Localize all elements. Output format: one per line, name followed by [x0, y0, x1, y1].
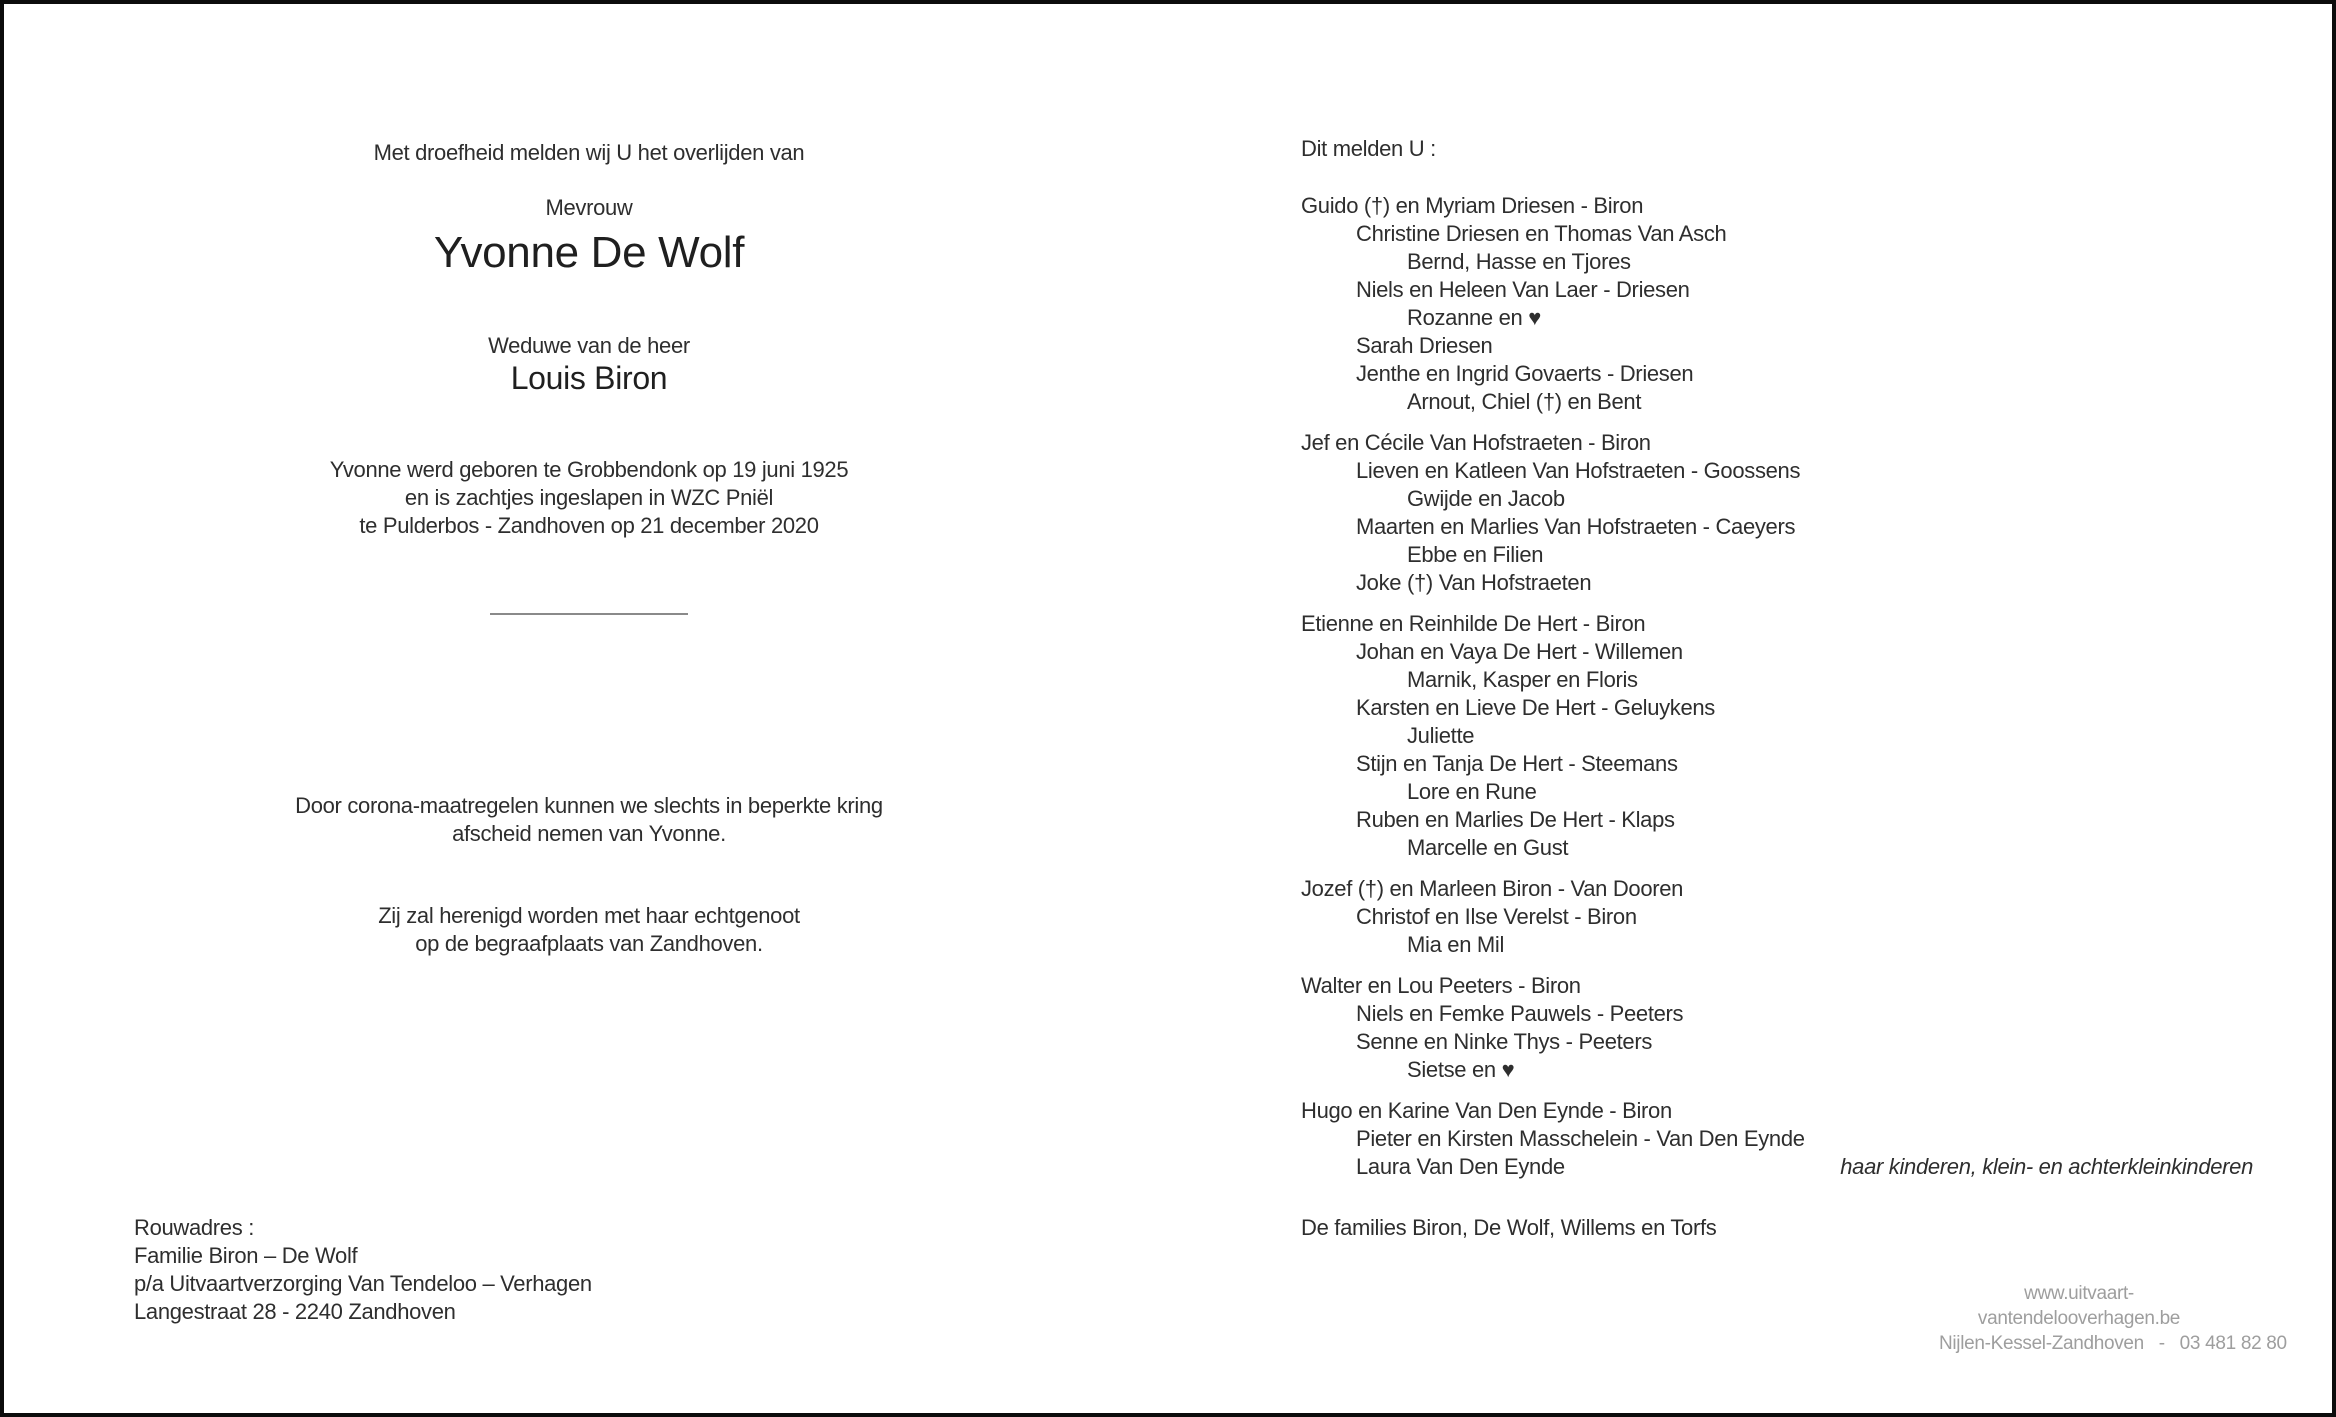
family-member-line	[1301, 485, 2291, 513]
family-member-text: Sietse en ♥	[1407, 1057, 1515, 1082]
notifiers-column	[1301, 135, 2291, 1242]
family-member-line	[1301, 1097, 2291, 1125]
family-member-line	[1301, 192, 2291, 220]
family-member-line	[1301, 694, 2291, 722]
family-member-line	[1301, 931, 2291, 959]
family-member-line	[1301, 248, 2291, 276]
family-member-line	[1301, 875, 2291, 903]
family-member-line	[1301, 972, 2291, 1000]
family-member-text: Marcelle en Gust	[1407, 835, 1569, 860]
deceased-name: Yvonne De Wolf	[433, 228, 745, 277]
family-member-text: Johan en Vaya De Hert - Willemen	[1356, 639, 1683, 664]
family-member-text: Sarah Driesen	[1356, 333, 1493, 358]
family-member-line	[1301, 778, 2291, 806]
family-member-text: Jozef (†) en Marleen Biron - Van Dooren	[1301, 876, 1684, 901]
family-member-text: Laura Van Den Eynde	[1356, 1154, 1565, 1179]
family-member-text: Pieter en Kirsten Masschelein - Van Den Eynde	[1356, 1126, 1805, 1151]
family-member-text: Walter en Lou Peeters - Biron	[1301, 973, 1581, 998]
family-member-text: Niels en Heleen Van Laer - Driesen	[1356, 277, 1690, 302]
family-group	[1301, 875, 2291, 959]
family-member-text: Stijn en Tanja De Hert - Steemans	[1356, 751, 1678, 776]
mourning-address	[134, 1214, 592, 1326]
family-member-text: Ebbe en Filien	[1407, 542, 1544, 567]
family-member-text: Maarten en Marlies Van Hofstraeten - Caeyers	[1356, 514, 1796, 539]
family-group	[1301, 429, 2291, 597]
salutation: Mevrouw	[545, 195, 633, 220]
family-member-line	[1301, 569, 2291, 597]
family-member-line	[1301, 722, 2291, 750]
mourning-address-line: Langestraat 28 - 2240 Zandhoven	[134, 1299, 456, 1324]
mourning-address-label: Rouwadres :	[134, 1215, 254, 1240]
family-member-text: Etienne en Reinhilde De Hert - Biron	[1301, 611, 1646, 636]
corona-paragraph	[189, 792, 989, 848]
family-groups	[1301, 192, 2291, 1181]
corona-line: afscheid nemen van Yvonne.	[452, 821, 726, 846]
reunion-line: op de begraafplaats van Zandhoven.	[415, 931, 763, 956]
family-group	[1301, 610, 2291, 862]
family-member-text: Karsten en Lieve De Hert - Geluykens	[1356, 695, 1715, 720]
family-member-text: Guido (†) en Myriam Driesen - Biron	[1301, 193, 1644, 218]
mourning-address-line: Familie Biron – De Wolf	[134, 1243, 358, 1268]
spouse-name: Louis Biron	[510, 360, 668, 396]
corona-line: Door corona-maatregelen kunnen we slechts in beperkte kring	[295, 793, 883, 818]
family-group	[1301, 972, 2291, 1084]
family-member-text: Gwijde en Jacob	[1407, 486, 1565, 511]
family-member-line	[1301, 332, 2291, 360]
family-member-line	[1301, 638, 2291, 666]
family-group	[1301, 1097, 2291, 1181]
family-member-line	[1301, 834, 2291, 862]
mourning-address-lines	[134, 1242, 592, 1326]
family-member-line	[1301, 610, 2291, 638]
intro-line: Met droefheid melden wij U het overlijden van	[373, 140, 805, 165]
family-member-line	[1301, 360, 2291, 388]
family-member-line	[1301, 1153, 2291, 1181]
family-member-line	[1301, 388, 2291, 416]
widow-line: Weduwe van de heer	[488, 333, 690, 358]
family-group	[1301, 192, 2291, 416]
family-member-line	[1301, 220, 2291, 248]
family-member-line	[1301, 304, 2291, 332]
family-member-text: Christof en Ilse Verelst - Biron	[1356, 904, 1637, 929]
family-member-line	[1301, 513, 2291, 541]
family-member-text: Lieven en Katleen Van Hofstraeten - Goossens	[1356, 458, 1801, 483]
funeral-home-footer	[1939, 1281, 2287, 1356]
family-member-line	[1301, 429, 2291, 457]
family-member-line	[1301, 903, 2291, 931]
children-note: haar kinderen, klein- en achterkleinkinderen	[1840, 1154, 2253, 1179]
families-line: De families Biron, De Wolf, Willems en Torfs	[1301, 1215, 1717, 1240]
family-member-line	[1301, 750, 2291, 778]
family-member-text: Hugo en Karine Van Den Eynde - Biron	[1301, 1098, 1672, 1123]
family-member-text: Jef en Cécile Van Hofstraeten - Biron	[1301, 430, 1651, 455]
family-member-line	[1301, 1028, 2291, 1056]
family-member-text: Jenthe en Ingrid Govaerts - Driesen	[1356, 361, 1694, 386]
family-member-line	[1301, 541, 2291, 569]
funeral-home-website: www.uitvaart-vantendelooverhagen.be	[1977, 1283, 2181, 1329]
divider-line	[490, 613, 688, 615]
family-member-line	[1301, 1056, 2291, 1084]
family-member-line	[1301, 276, 2291, 304]
family-member-text: Bernd, Hasse en Tjores	[1407, 249, 1631, 274]
life-line: te Pulderbos - Zandhoven op 21 december 2020	[359, 513, 819, 538]
funeral-home-location-phone: Nijlen-Kessel-Zandhoven - 03 481 82 80	[1939, 1333, 2287, 1354]
family-member-line	[1301, 457, 2291, 485]
family-member-text: Rozanne en ♥	[1407, 305, 1541, 330]
family-member-line	[1301, 666, 2291, 694]
reunion-line: Zij zal herenigd worden met haar echtgenoot	[378, 903, 800, 928]
notifiers-heading: Dit melden U :	[1301, 136, 1436, 161]
life-line: en is zachtjes ingeslapen in WZC Pniël	[404, 485, 774, 510]
family-member-text: Marnik, Kasper en Floris	[1407, 667, 1638, 692]
family-member-text: Mia en Mil	[1407, 932, 1505, 957]
reunion-paragraph	[189, 902, 989, 958]
life-line: Yvonne werd geboren te Grobbendonk op 19 juni 1925	[329, 457, 849, 482]
family-member-line	[1301, 1000, 2291, 1028]
family-member-text: Joke (†) Van Hofstraeten	[1356, 570, 1592, 595]
family-member-text: Niels en Femke Pauwels - Peeters	[1356, 1001, 1684, 1026]
family-member-line	[1301, 806, 2291, 834]
mourning-address-line: p/a Uitvaartverzorging Van Tendeloo – Verhagen	[134, 1271, 592, 1296]
family-member-text: Lore en Rune	[1407, 779, 1537, 804]
family-member-text: Christine Driesen en Thomas Van Asch	[1356, 221, 1727, 246]
family-member-text: Ruben en Marlies De Hert - Klaps	[1356, 807, 1675, 832]
family-member-text: Arnout, Chiel (†) en Bent	[1407, 389, 1642, 414]
family-member-line	[1301, 1125, 2291, 1153]
life-paragraph	[189, 456, 989, 540]
family-member-text: Senne en Ninke Thys - Peeters	[1356, 1029, 1653, 1054]
family-member-text: Juliette	[1407, 723, 1475, 748]
